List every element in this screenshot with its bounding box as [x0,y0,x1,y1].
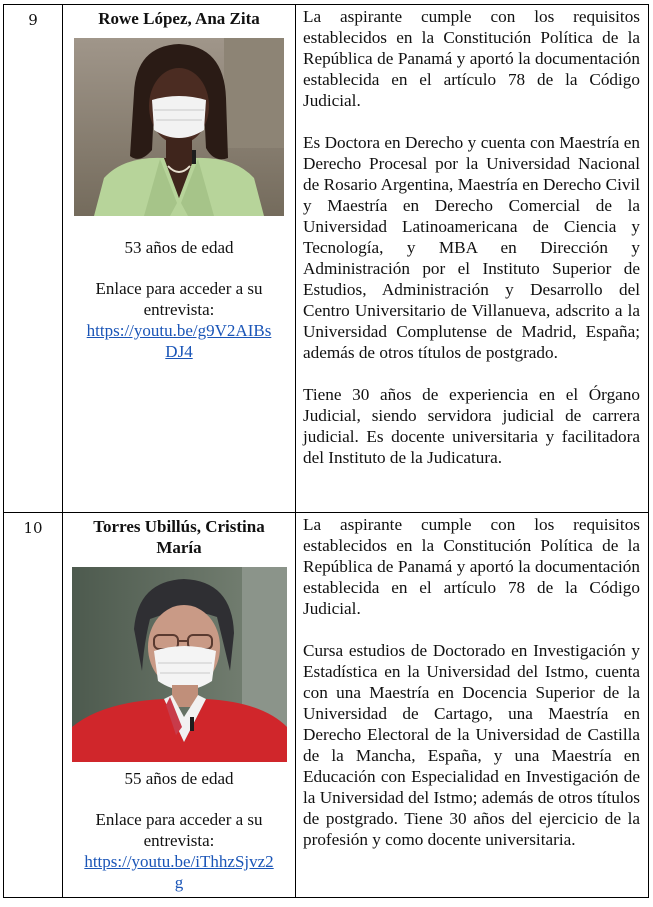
interview-link[interactable]: https://youtu.be/g9V2AIBsDJ4 [86,321,272,361]
interview-link-label: Enlace para acceder a su entrevista: [95,279,263,319]
description-paragraph: Cursa estudios de Doctorado en Investigación y Estadística en la Universidad del Istmo, cuenta con una Maestría en Docencia Superior de la Universidad de Cartago, una Maestría en Derecho Electoral de la Universidad de Castilla de la Mancha, España, y una Maestría en Educación con Especialidad en Investigación de la Universidad del Istmo; además de otros títulos de postgrado. Tiene 30 años del ejercicio de la profesión y como docente universitaria. [303,641,640,849]
interview-link[interactable]: https://youtu.be/iThhzSjvz2g [84,852,274,892]
description-paragraph: Tiene 30 años de experiencia en el Órgano Judicial, siendo servidora judicial de carrera judicial. Es docente universitaria y facilitadora del Instituto de la Judicatura. [303,385,640,467]
portrait-photo-icon [74,38,284,216]
table-row [4,5,649,513]
portrait-photo-icon [72,567,287,762]
candidate-age: 55 años de edad [124,769,234,788]
description-paragraph: La aspirante cumple con los requisitos establecidos en la Constitución Política de la República de Panamá y aportó la documentación establecida en el artículo 78 de la Código Judicial. [303,7,640,110]
number-cell [4,513,63,898]
row-number: 10 [23,519,43,537]
interview-link-label: Enlace para acceder a su entrevista: [95,810,263,850]
description-cell [296,5,649,513]
candidate-age: 53 años de edad [124,238,234,257]
candidates-table [3,4,649,898]
description-paragraph: La aspirante cumple con los requisitos establecidos en la Constitución Política de la República de Panamá y aportó la documentación establecida en el artículo 78 de la Código Judicial. [303,515,640,618]
description-paragraph: Es Doctora en Derecho y cuenta con Maestría en Derecho Procesal por la Universidad Nacional de Rosario Argentina, Maestría en Derecho Civil y Maestría en Derecho Comercial de la Universidad Latinoamericana de Ciencia y Tecnología, y MBA en Dirección y Administración por el Instituto Superior de Estudios, Administración y Desarrollo del Centro Universitario de Villanueva, adscrito a la Universidad Complutense de Madrid, España; además de otros títulos de postgrado. [303,133,640,362]
row-number: 9 [28,11,38,29]
person-cell [63,5,296,513]
candidate-name: Torres Ubillús, Cristina María [93,517,265,557]
number-cell [4,5,63,513]
table-row [4,513,649,898]
person-cell [63,513,296,898]
description-cell [296,513,649,898]
candidate-name: Rowe López, Ana Zita [98,9,260,28]
